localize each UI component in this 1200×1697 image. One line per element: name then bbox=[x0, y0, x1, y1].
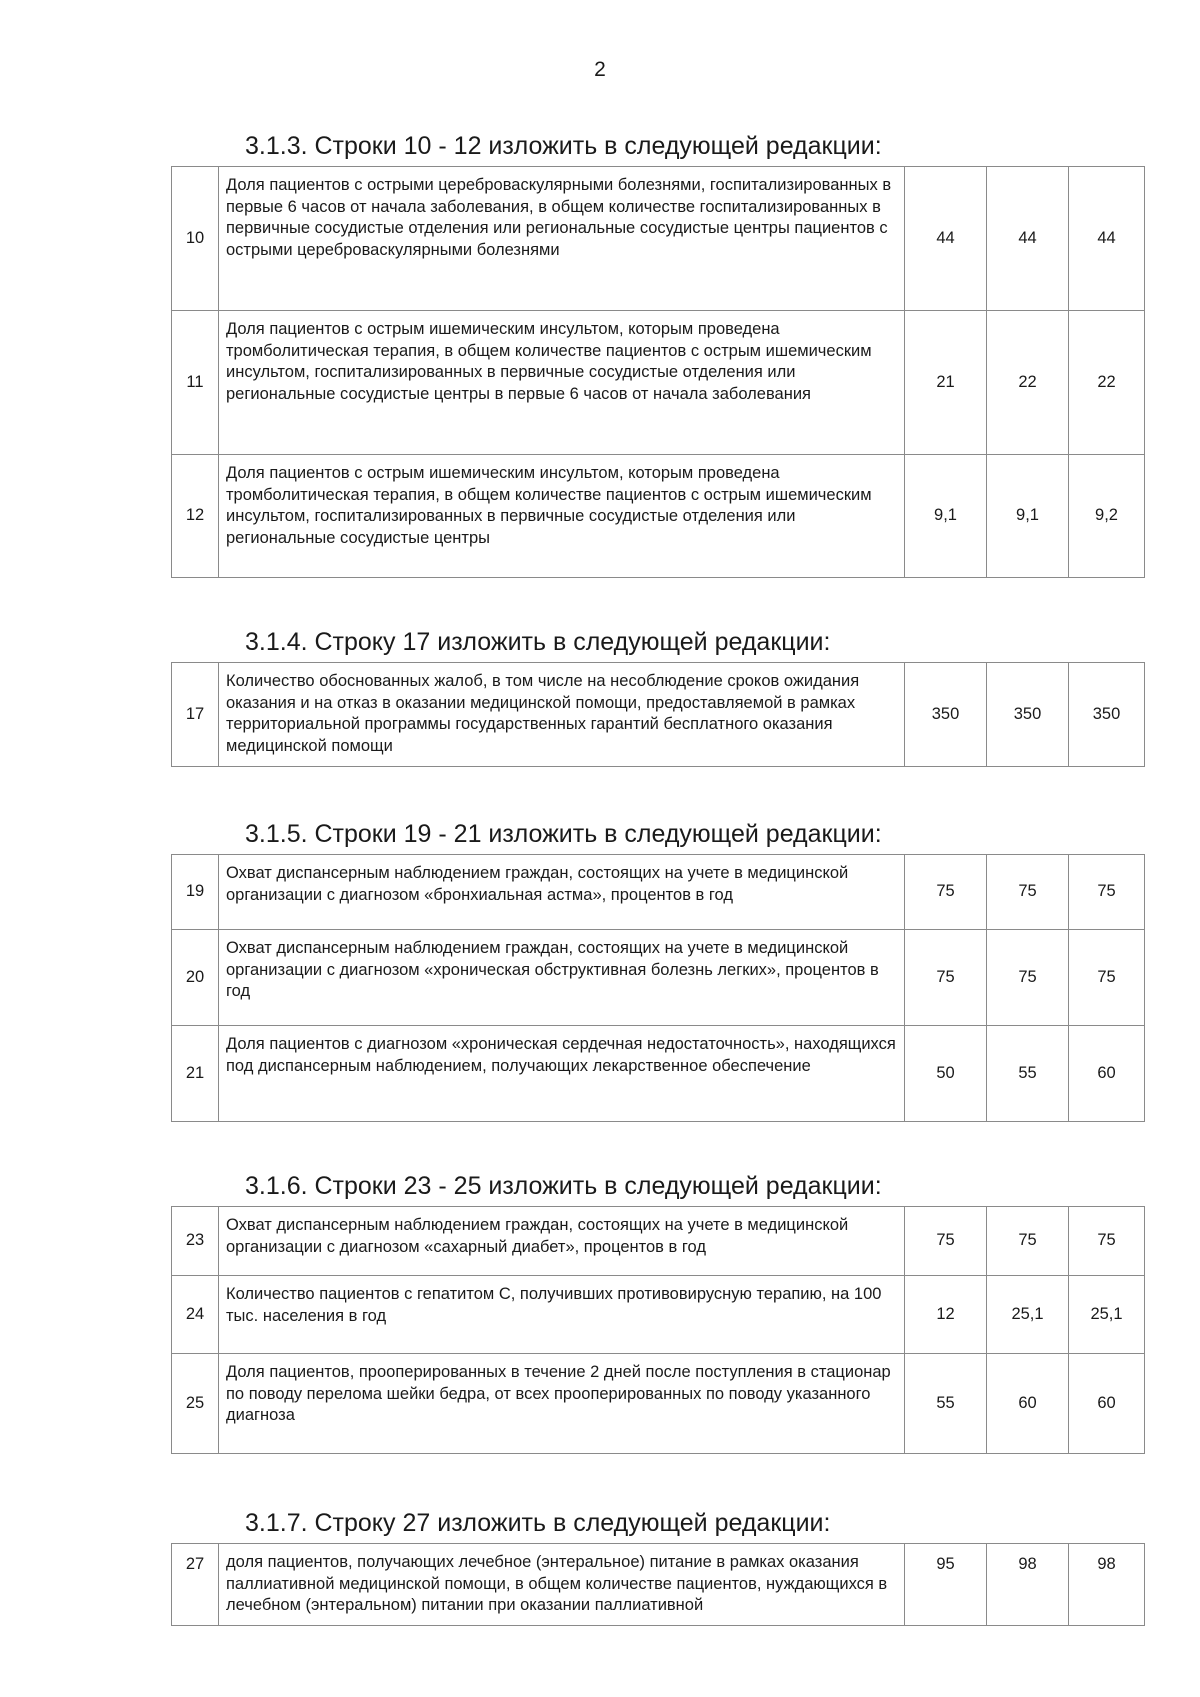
table-row bbox=[172, 1354, 1145, 1454]
row-value-2: 25,1 bbox=[987, 1276, 1069, 1354]
section-3-1-6 bbox=[171, 1166, 1145, 1454]
table-row bbox=[172, 311, 1145, 455]
row-number: 27 bbox=[172, 1544, 219, 1626]
row-value-1: 75 bbox=[905, 855, 987, 930]
row-value-2: 9,1 bbox=[987, 455, 1069, 578]
row-number: 19 bbox=[172, 855, 219, 930]
amendment-table bbox=[171, 1206, 1145, 1454]
row-value-1: 50 bbox=[905, 1026, 987, 1122]
row-description: доля пациентов, получающих лечебное (энтеральное) питание в рамках оказания паллиативной медицинской помощи, в общем количестве пациентов, нуждающихся в лечебном (энтеральном) питании при оказании паллиативной bbox=[219, 1544, 905, 1626]
table-row bbox=[172, 1276, 1145, 1354]
row-value-3: 60 bbox=[1069, 1026, 1145, 1122]
amendment-table bbox=[171, 166, 1145, 578]
row-value-1: 75 bbox=[905, 1207, 987, 1276]
row-value-2: 75 bbox=[987, 1207, 1069, 1276]
row-value-1: 55 bbox=[905, 1354, 987, 1454]
row-number: 11 bbox=[172, 311, 219, 455]
section-heading: 3.1.6. Строки 23 - 25 изложить в следующей редакции: bbox=[245, 1172, 882, 1200]
row-number: 10 bbox=[172, 167, 219, 311]
row-description: Доля пациентов с диагнозом «хроническая сердечная недостаточность», находящихся под диспансерным наблюдением, получающих лекарственное обеспечение bbox=[219, 1026, 905, 1122]
row-number: 17 bbox=[172, 663, 219, 767]
row-value-3: 75 bbox=[1069, 930, 1145, 1026]
row-value-2: 75 bbox=[987, 855, 1069, 930]
page-number: 2 bbox=[594, 58, 606, 81]
section-3-1-5 bbox=[171, 814, 1145, 1122]
section-heading: 3.1.7. Строку 27 изложить в следующей редакции: bbox=[245, 1509, 831, 1537]
row-value-3: 25,1 bbox=[1069, 1276, 1145, 1354]
section-heading: 3.1.3. Строки 10 - 12 изложить в следующей редакции: bbox=[245, 132, 882, 160]
row-value-1: 75 bbox=[905, 930, 987, 1026]
row-description: Доля пациентов, прооперированных в течение 2 дней после поступления в стационар по поводу перелома шейки бедра, от всех прооперированных по поводу указанного диагноза bbox=[219, 1354, 905, 1454]
amendment-table bbox=[171, 854, 1145, 1122]
row-value-3: 60 bbox=[1069, 1354, 1145, 1454]
row-description: Доля пациентов с острым ишемическим инсультом, которым проведена тромболитическая терапия, в общем количестве пациентов с острым ишемическим инсультом, госпитализированных в первичные сосудистые отделения или региональные сосудистые центры bbox=[219, 455, 905, 578]
row-value-2: 350 bbox=[987, 663, 1069, 767]
row-number: 12 bbox=[172, 455, 219, 578]
table-row bbox=[172, 1207, 1145, 1276]
row-description: Охват диспансерным наблюдением граждан, состоящих на учете в медицинской организации с диагнозом «хроническая обструктивная болезнь легких», процентов в год bbox=[219, 930, 905, 1026]
row-value-1: 9,1 bbox=[905, 455, 987, 578]
row-description: Доля пациентов с острыми цереброваскулярными болезнями, госпитализированных в первые 6 часов от начала заболевания, в общем количестве госпитализированных в первичные сосудистые отделения или региональные сосудистые центры пациентов с острыми цереброваскулярными болезнями bbox=[219, 167, 905, 311]
table-row bbox=[172, 930, 1145, 1026]
amendment-table bbox=[171, 1543, 1145, 1626]
section-3-1-4 bbox=[171, 622, 1145, 767]
row-number: 24 bbox=[172, 1276, 219, 1354]
row-value-2: 75 bbox=[987, 930, 1069, 1026]
row-value-2: 98 bbox=[987, 1544, 1069, 1626]
row-description: Количество обоснованных жалоб, в том числе на несоблюдение сроков ожидания оказания и на отказ в оказании медицинской помощи, предоставляемой в рамках территориальной программы государственных гарантий бесплатного оказания медицинской помощи bbox=[219, 663, 905, 767]
row-value-3: 9,2 bbox=[1069, 455, 1145, 578]
row-value-3: 75 bbox=[1069, 1207, 1145, 1276]
section-3-1-3 bbox=[171, 126, 1145, 578]
section-3-1-7 bbox=[171, 1503, 1145, 1626]
row-value-3: 98 bbox=[1069, 1544, 1145, 1626]
row-number: 20 bbox=[172, 930, 219, 1026]
row-description: Количество пациентов с гепатитом С, получивших противовирусную терапию, на 100 тыс. населения в год bbox=[219, 1276, 905, 1354]
table-row bbox=[172, 1544, 1145, 1626]
row-value-3: 22 bbox=[1069, 311, 1145, 455]
row-number: 23 bbox=[172, 1207, 219, 1276]
row-value-2: 22 bbox=[987, 311, 1069, 455]
amendment-table bbox=[171, 662, 1145, 767]
row-value-1: 12 bbox=[905, 1276, 987, 1354]
row-value-1: 95 bbox=[905, 1544, 987, 1626]
row-value-1: 44 bbox=[905, 167, 987, 311]
row-number: 21 bbox=[172, 1026, 219, 1122]
row-description: Охват диспансерным наблюдением граждан, состоящих на учете в медицинской организации с диагнозом «сахарный диабет», процентов в год bbox=[219, 1207, 905, 1276]
row-value-3: 75 bbox=[1069, 855, 1145, 930]
table-row bbox=[172, 855, 1145, 930]
table-row bbox=[172, 663, 1145, 767]
row-value-2: 55 bbox=[987, 1026, 1069, 1122]
table-row bbox=[172, 1026, 1145, 1122]
row-description: Охват диспансерным наблюдением граждан, состоящих на учете в медицинской организации с диагнозом «бронхиальная астма», процентов в год bbox=[219, 855, 905, 930]
table-row bbox=[172, 167, 1145, 311]
section-heading: 3.1.5. Строки 19 - 21 изложить в следующей редакции: bbox=[245, 820, 882, 848]
section-heading: 3.1.4. Строку 17 изложить в следующей редакции: bbox=[245, 628, 831, 656]
row-value-2: 44 bbox=[987, 167, 1069, 311]
table-row bbox=[172, 455, 1145, 578]
row-value-1: 21 bbox=[905, 311, 987, 455]
row-description: Доля пациентов с острым ишемическим инсультом, которым проведена тромболитическая терапия, в общем количестве пациентов с острым ишемическим инсультом, госпитализированных в первичные сосудистые отделения или региональные сосудистые центры в первые 6 часов от начала заболевания bbox=[219, 311, 905, 455]
row-value-2: 60 bbox=[987, 1354, 1069, 1454]
row-value-3: 44 bbox=[1069, 167, 1145, 311]
row-number: 25 bbox=[172, 1354, 219, 1454]
row-value-3: 350 bbox=[1069, 663, 1145, 767]
row-value-1: 350 bbox=[905, 663, 987, 767]
